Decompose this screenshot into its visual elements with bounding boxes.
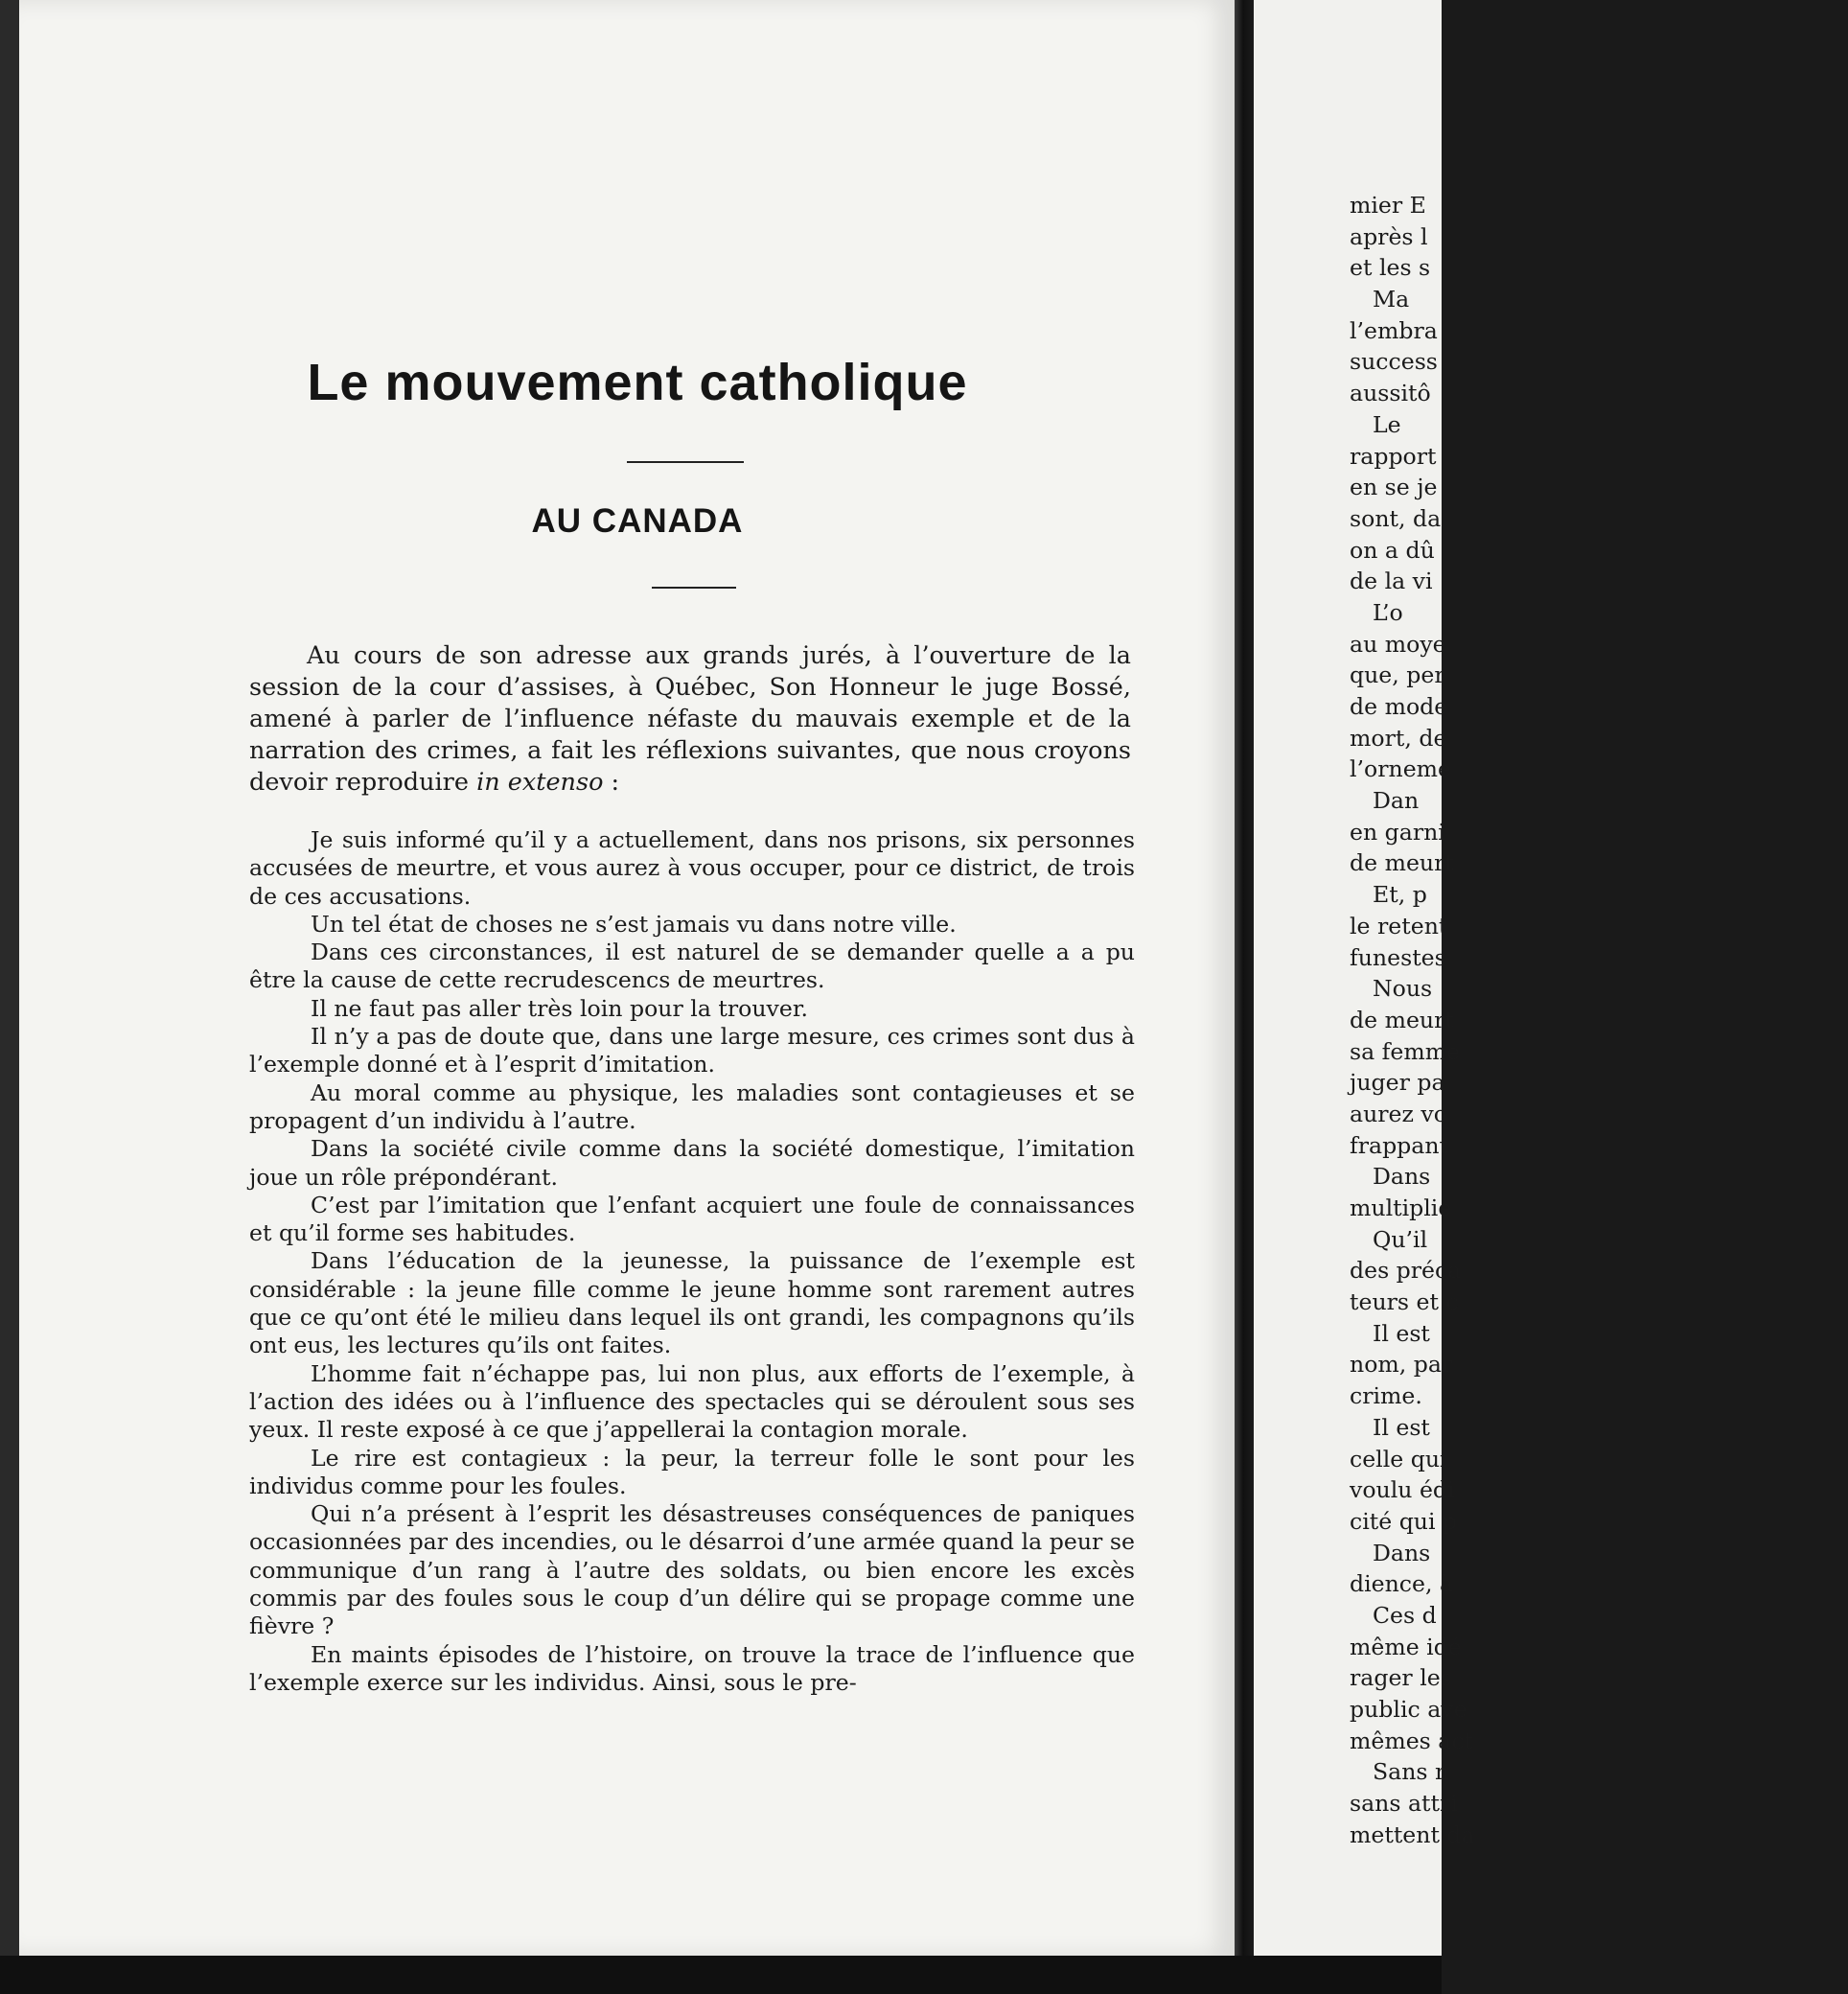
quoted-address <box>249 826 1135 1697</box>
right-page-line: Ma <box>1373 286 1410 313</box>
right-page-line: Dans <box>1373 1539 1431 1566</box>
right-page-line: le retent <box>1350 912 1448 939</box>
quote-paragraph: Un tel état de choses ne s’est jamais vu dans notre ville. <box>311 910 957 938</box>
quote-paragraph: Qui n’a présent à l’esprit les désastreuses conséquences de paniques occasionnées par des incendies, ou le désarroi d’une armée quand la peur se communique d’un rang à l’autre des soldats, ou bien encore les excès commis par des foules sous le coup d’un délire qui se propage comme une fièvre ? <box>249 1500 1135 1640</box>
right-page-line: nom, par <box>1350 1351 1453 1379</box>
right-page-line: Le <box>1373 410 1401 438</box>
right-page-line: L’o <box>1373 598 1403 626</box>
right-page-line: sont, da <box>1350 504 1442 532</box>
right-page-line: même idé <box>1350 1633 1462 1660</box>
right-page-line: des préca <box>1350 1257 1462 1285</box>
right-page-line: mettent da <box>1350 1820 1475 1848</box>
left-page <box>19 0 1235 1956</box>
right-page-line: Il est <box>1373 1413 1430 1441</box>
right-page-line: mier E <box>1350 192 1426 219</box>
right-page-line: Nous <box>1373 975 1433 1003</box>
right-page-cropped <box>1254 0 1475 1956</box>
right-page-line: sans attri <box>1350 1790 1458 1818</box>
right-page-line: Dan <box>1373 787 1420 815</box>
intro-paragraph <box>249 640 1131 799</box>
right-page-line: en se je <box>1350 474 1438 501</box>
right-page-line: juger pa <box>1350 1069 1445 1097</box>
right-page-line: on a dû <box>1350 536 1435 564</box>
scan-left-edge <box>0 0 19 1994</box>
right-page-line: sa femme <box>1350 1037 1461 1065</box>
right-page-text-column <box>1350 190 1848 1850</box>
scan-bottom-edge <box>0 1956 1442 1994</box>
right-page-line: Sans n <box>1373 1758 1450 1786</box>
section-title: AU CANADA <box>531 502 744 540</box>
right-page-line: et les s <box>1350 254 1431 282</box>
right-page-line: voulu édi <box>1350 1476 1455 1504</box>
right-page-line: teurs et c <box>1350 1288 1459 1316</box>
quote-paragraph: Il ne faut pas aller très loin pour la trouver. <box>311 994 809 1022</box>
right-page-line: aussitô <box>1350 380 1431 407</box>
right-page-line: de meurt <box>1350 849 1454 877</box>
right-page-line: Ces d <box>1373 1601 1437 1629</box>
quote-paragraph: Il n’y a pas de doute que, dans une large mesure, ces crimes sont dus à l’exemple donné et à l’esprit d’imitation. <box>249 1023 1135 1078</box>
right-page-line: public ave <box>1350 1696 1467 1723</box>
quote-paragraph: Le rire est contagieux : la peur, la terreur folle le sont pour les individus comme pour les foules. <box>249 1444 1135 1499</box>
right-page-line: celle qui <box>1350 1445 1447 1472</box>
right-page-line: funestes <box>1350 943 1446 971</box>
book-gutter <box>1235 0 1254 1994</box>
quote-paragraph: L’homme fait n’échappe pas, lui non plus, aux efforts de l’exemple, à l’action des idées ou à l’influence des spectacles qui se déroulent sous ses yeux. Il reste exposé à ce que j’appellerai la contagion morale. <box>249 1359 1135 1444</box>
quote-paragraph: C’est par l’imitation que l’enfant acquiert une foule de connaissances et qu’il forme ses habitudes. <box>249 1191 1135 1247</box>
right-page-line: Qu’il <box>1373 1225 1428 1253</box>
right-page-line: après l <box>1350 222 1428 250</box>
intro-text: Au cours de son adresse aux grands jurés, à l’ouverture de la session de la cour d’assises, à Québec, Son Honneur le juge Bossé, amené à parler de l’influence néfaste du mauvais exemple et de la narration des crimes, a fait les réflexions suivantes, que nous croyons devoir reproduire <box>249 641 1131 797</box>
quote-paragraph: Dans l’éducation de la jeunesse, la puissance de l’exemple est considérable : la jeune fille comme le jeune homme sont rarement autres que ce qu’ont été le milieu dans lequel ils ont grandi, les compagnons qu’ils ont eus, les lectures qu’ils ont faites. <box>249 1247 1135 1359</box>
right-page-line: frappant <box>1350 1131 1449 1159</box>
right-page-line: Et, p <box>1373 881 1427 909</box>
right-page-line: cité qui p <box>1350 1507 1458 1535</box>
right-page-line: success <box>1350 348 1438 376</box>
section-divider <box>652 587 736 589</box>
right-page-line: l’embra <box>1350 316 1438 344</box>
right-page-line: rager les <box>1350 1664 1452 1692</box>
quote-paragraph: Dans la société civile comme dans la société domestique, l’imitation joue un rôle prépondérant. <box>249 1135 1135 1191</box>
right-page-line: de mode <box>1350 693 1448 720</box>
right-page-line: au moye <box>1350 630 1446 658</box>
page-title: Le mouvement catholique <box>307 354 968 411</box>
title-divider <box>627 461 744 463</box>
right-page-line: Dans <box>1373 1163 1431 1191</box>
right-page-line: mêmes act <box>1350 1727 1474 1754</box>
right-page-line: mort, de <box>1350 724 1447 752</box>
quote-paragraph: Dans ces circonstances, il est naturel de se demander quelle a a pu être la cause de cette recrudescencs de meurtres. <box>249 939 1135 994</box>
right-page-line: de la vi <box>1350 568 1433 595</box>
intro-tail: : <box>603 768 620 797</box>
right-page-line: en garni <box>1350 818 1445 846</box>
right-page-line: multiplie <box>1350 1194 1452 1221</box>
right-page-line: rapport <box>1350 442 1437 470</box>
right-page-line: de meurt <box>1350 1006 1454 1033</box>
right-page-line: aurez vo <box>1350 1100 1447 1127</box>
quote-paragraph: Au moral comme au physique, les maladies sont contagieuses et se propagent d’un individu à l’autre. <box>249 1078 1135 1134</box>
intro-italic: in extenso <box>476 768 604 797</box>
right-page-line: Il est <box>1373 1319 1430 1347</box>
right-page-line: dience, à <box>1350 1570 1454 1598</box>
quote-paragraph: Je suis informé qu’il y a actuellement, dans nos prisons, six personnes accusées de meurtre, et vous aurez à vous occuper, pour ce district, de trois de ces accusations. <box>249 826 1135 910</box>
right-page-line: l’orneme <box>1350 755 1452 783</box>
right-page-line: que, per <box>1350 661 1445 689</box>
right-page-line: crime. <box>1350 1382 1422 1410</box>
quote-paragraph: En maints épisodes de l’histoire, on trouve la trace de l’influence que l’exemple exerce sur les individus. Ainsi, sous le pre- <box>249 1640 1135 1696</box>
